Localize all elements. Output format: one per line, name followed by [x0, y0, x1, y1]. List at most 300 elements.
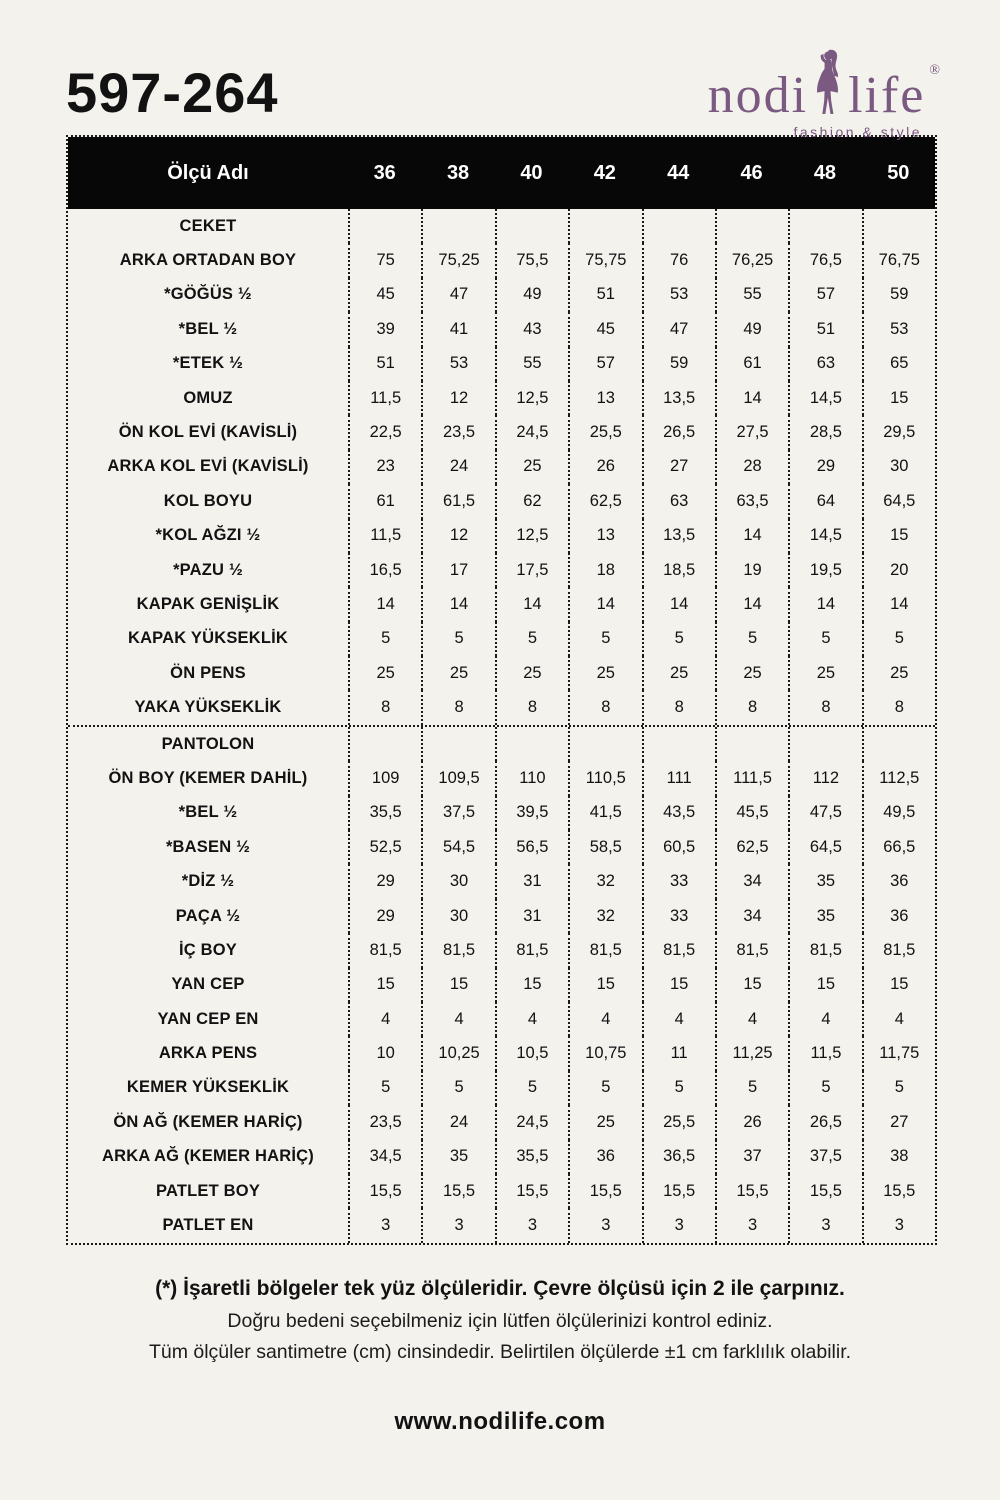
size-column-header: 50	[887, 161, 910, 184]
measurement-value: 10,25	[421, 1036, 494, 1070]
measurement-value: 28	[715, 450, 788, 484]
measurement-value	[788, 209, 861, 243]
measurement-value: 109	[348, 761, 421, 795]
measurement-value: 34	[715, 899, 788, 933]
measurement-value: 30	[421, 899, 494, 933]
measurement-value: 10,5	[495, 1036, 568, 1070]
measurement-value: 49,5	[862, 796, 935, 830]
measurement-value: 30	[421, 864, 494, 898]
measurement-value: 32	[568, 864, 641, 898]
measurement-value: 17	[421, 553, 494, 587]
measurement-value: 25	[568, 1105, 641, 1139]
measurement-value	[862, 727, 935, 761]
section-title: CEKET	[179, 216, 237, 235]
measurement-value: 5	[642, 1071, 715, 1105]
footnotes	[0, 1277, 1000, 1364]
measurement-value: 5	[421, 622, 494, 656]
brand-word-right: life	[848, 67, 926, 125]
product-code: 597-264	[66, 61, 279, 124]
measurement-value: 36	[862, 899, 935, 933]
measurement-value: 25,5	[568, 415, 641, 449]
table-row	[68, 690, 935, 724]
row-label: *BEL ½	[178, 803, 238, 822]
measurement-value: 43,5	[642, 796, 715, 830]
measurement-value: 12,5	[495, 381, 568, 415]
measurement-value: 15,5	[495, 1174, 568, 1208]
table-row	[68, 830, 935, 864]
measurement-value: 37,5	[788, 1140, 861, 1174]
measurement-value	[568, 209, 641, 243]
measurement-value: 16,5	[348, 553, 421, 587]
measurement-value: 3	[715, 1208, 788, 1242]
measurement-value: 55	[495, 347, 568, 381]
measurement-value: 63	[788, 347, 861, 381]
table-row	[68, 1174, 935, 1208]
measurement-value: 66,5	[862, 830, 935, 864]
measurement-value: 5	[642, 622, 715, 656]
size-column-header: 40	[520, 161, 543, 184]
measurement-value: 8	[421, 690, 494, 724]
measurement-value: 28,5	[788, 415, 861, 449]
table-row	[68, 622, 935, 656]
measurement-value: 81,5	[421, 933, 494, 967]
measurement-value: 35	[421, 1140, 494, 1174]
size-column-header: 46	[740, 161, 763, 184]
row-label: YAN CEP	[171, 975, 245, 994]
section-title-row	[68, 727, 935, 761]
measurement-value: 53	[421, 347, 494, 381]
measurement-value: 3	[862, 1208, 935, 1242]
measurement-value: 36	[568, 1140, 641, 1174]
row-label: ARKA AĞ (KEMER HARİÇ)	[102, 1147, 314, 1166]
measurement-value	[348, 727, 421, 761]
measurement-value: 81,5	[862, 933, 935, 967]
measurement-value: 112	[788, 761, 861, 795]
measurement-value: 12,5	[495, 519, 568, 553]
table-header	[68, 137, 935, 209]
measurement-value: 37,5	[421, 796, 494, 830]
measurement-value: 81,5	[715, 933, 788, 967]
measurement-value: 5	[568, 622, 641, 656]
footnote-cm-tolerance: Tüm ölçüler santimetre (cm) cinsindedir. Belirtilen ölçülerde ±1 cm farklılık olabilir.	[148, 1340, 852, 1363]
measurement-value: 5	[862, 1071, 935, 1105]
measurement-value: 25	[642, 656, 715, 690]
measurement-value: 19	[715, 553, 788, 587]
measurement-value: 65	[862, 347, 935, 381]
measurement-value: 15	[862, 519, 935, 553]
measurement-value: 51	[348, 347, 421, 381]
measurement-value: 23,5	[421, 415, 494, 449]
measurement-value: 56,5	[495, 830, 568, 864]
measurement-value: 4	[715, 1002, 788, 1036]
table-row	[68, 312, 935, 346]
size-table	[66, 135, 937, 1245]
measurement-value: 8	[862, 690, 935, 724]
measurement-value: 5	[862, 622, 935, 656]
measurement-value: 3	[568, 1208, 641, 1242]
measurement-value: 15,5	[568, 1174, 641, 1208]
measurement-value	[715, 727, 788, 761]
measurement-value: 26	[568, 450, 641, 484]
measurement-value: 19,5	[788, 553, 861, 587]
measurement-value: 35	[788, 899, 861, 933]
table-row	[68, 381, 935, 415]
measurement-value: 58,5	[568, 830, 641, 864]
measurement-value: 14	[788, 587, 861, 621]
measurement-value	[421, 727, 494, 761]
measurement-value: 15,5	[348, 1174, 421, 1208]
measurement-value	[568, 727, 641, 761]
measurement-value: 14	[715, 519, 788, 553]
measurement-value: 11,5	[348, 381, 421, 415]
table-row	[68, 899, 935, 933]
measurement-value: 26	[715, 1105, 788, 1139]
measurement-value: 22,5	[348, 415, 421, 449]
brand-word-left: nodi	[707, 67, 809, 125]
table-row	[68, 1140, 935, 1174]
measurement-value: 75,75	[568, 243, 641, 277]
measurement-value: 15	[715, 968, 788, 1002]
measurement-value: 36,5	[642, 1140, 715, 1174]
measurement-value: 33	[642, 864, 715, 898]
measurement-value: 3	[348, 1208, 421, 1242]
table-row	[68, 1002, 935, 1036]
measurement-value: 30	[862, 450, 935, 484]
table-row	[68, 519, 935, 553]
table-row	[68, 1105, 935, 1139]
measurement-value: 35,5	[348, 796, 421, 830]
measurement-value: 12	[421, 381, 494, 415]
table-row	[68, 656, 935, 690]
measurement-value: 23,5	[348, 1105, 421, 1139]
measurement-value: 25	[715, 656, 788, 690]
table-row	[68, 553, 935, 587]
measurement-value: 15	[348, 968, 421, 1002]
measurement-value: 15	[568, 968, 641, 1002]
measurement-value	[495, 727, 568, 761]
measurement-value: 26,5	[788, 1105, 861, 1139]
measurement-value: 39	[348, 312, 421, 346]
row-label: ARKA ORTADAN BOY	[119, 251, 297, 270]
measurement-value: 14	[862, 587, 935, 621]
measurement-value: 8	[788, 690, 861, 724]
measurement-value: 81,5	[788, 933, 861, 967]
measurement-value: 75,25	[421, 243, 494, 277]
measurement-value: 51	[788, 312, 861, 346]
measurement-value: 14	[642, 587, 715, 621]
table-body	[68, 209, 935, 1243]
measurement-value: 25	[421, 656, 494, 690]
row-label: ÖN PENS	[170, 663, 246, 682]
row-label: *KOL AĞZI ½	[155, 526, 261, 545]
measurement-value: 8	[348, 690, 421, 724]
measurement-value: 81,5	[348, 933, 421, 967]
measurement-value: 35,5	[495, 1140, 568, 1174]
measurement-value: 41,5	[568, 796, 641, 830]
measurement-value: 25	[348, 656, 421, 690]
measurement-value: 76,75	[862, 243, 935, 277]
table-row	[68, 484, 935, 518]
size-column-header: 44	[667, 161, 690, 184]
size-column-header: 38	[446, 161, 470, 184]
table-row	[68, 278, 935, 312]
table-row	[68, 243, 935, 277]
measurement-value: 61	[715, 347, 788, 381]
measurement-value: 12	[421, 519, 494, 553]
measurement-value: 53	[862, 312, 935, 346]
measurement-value: 18	[568, 553, 641, 587]
measurement-value: 45	[348, 278, 421, 312]
measurement-value: 49	[495, 278, 568, 312]
measurement-value: 76,5	[788, 243, 861, 277]
measurement-value: 5	[495, 622, 568, 656]
measurement-value: 5	[715, 622, 788, 656]
measurement-value: 111	[642, 761, 715, 795]
measurement-value: 57	[568, 347, 641, 381]
measurement-value: 5	[715, 1071, 788, 1105]
measurement-value: 59	[862, 278, 935, 312]
row-label: İÇ BOY	[178, 940, 238, 959]
measurement-value: 10,75	[568, 1036, 641, 1070]
measurement-value: 14,5	[788, 381, 861, 415]
measurement-value	[862, 209, 935, 243]
measurement-value: 61,5	[421, 484, 494, 518]
measurement-value: 11	[642, 1036, 715, 1070]
table-row	[68, 796, 935, 830]
measurement-value: 24	[421, 450, 494, 484]
row-label: *PAZU ½	[173, 560, 243, 579]
row-label: *DİZ ½	[181, 872, 235, 891]
table-row	[68, 450, 935, 484]
measurement-value: 36	[862, 864, 935, 898]
page-header	[0, 0, 1000, 140]
measurement-value: 33	[642, 899, 715, 933]
measurement-value: 15,5	[715, 1174, 788, 1208]
row-label: OMUZ	[183, 388, 233, 407]
row-label: ARKA PENS	[158, 1044, 258, 1063]
row-label: YAN CEP EN	[157, 1009, 259, 1028]
measurement-value: 45,5	[715, 796, 788, 830]
measurement-value: 5	[348, 622, 421, 656]
measurement-value: 5	[495, 1071, 568, 1105]
measurement-value: 8	[715, 690, 788, 724]
row-label: PAÇA ½	[175, 906, 241, 925]
measurement-value: 26,5	[642, 415, 715, 449]
measurement-value: 57	[788, 278, 861, 312]
table-row	[68, 864, 935, 898]
row-label: PATLET EN	[162, 1216, 254, 1235]
row-label: ÖN KOL EVİ (KAVİSLİ)	[118, 423, 298, 442]
table-row	[68, 1036, 935, 1070]
measurement-value: 15	[788, 968, 861, 1002]
measurement-value: 75	[348, 243, 421, 277]
measurement-value: 27	[862, 1105, 935, 1139]
table-row	[68, 761, 935, 795]
measurement-value: 45	[568, 312, 641, 346]
measurement-value: 13,5	[642, 519, 715, 553]
measurement-value: 15	[495, 968, 568, 1002]
measurement-value	[421, 209, 494, 243]
measurement-value: 112,5	[862, 761, 935, 795]
measurement-value: 14	[348, 587, 421, 621]
measurement-value: 3	[788, 1208, 861, 1242]
row-label: KEMER YÜKSEKLİK	[126, 1078, 290, 1097]
measurement-value: 25	[568, 656, 641, 690]
measurement-value: 4	[788, 1002, 861, 1036]
measurement-value: 24,5	[495, 1105, 568, 1139]
measure-name-header: Ölçü Adı	[167, 161, 249, 184]
row-label: KAPAK GENİŞLİK	[136, 594, 280, 613]
measurement-value: 51	[568, 278, 641, 312]
measurement-value: 15,5	[788, 1174, 861, 1208]
measurement-value: 53	[642, 278, 715, 312]
section-title: PANTOLON	[161, 734, 255, 753]
measurement-value: 64	[788, 484, 861, 518]
measurement-value: 61	[348, 484, 421, 518]
measurement-value: 59	[642, 347, 715, 381]
row-label: YAKA YÜKSEKLİK	[134, 698, 282, 717]
measurement-value: 60,5	[642, 830, 715, 864]
measurement-value: 14,5	[788, 519, 861, 553]
measurement-value: 15	[421, 968, 494, 1002]
measurement-value: 11,25	[715, 1036, 788, 1070]
measurement-value: 11,75	[862, 1036, 935, 1070]
measurement-value: 76,25	[715, 243, 788, 277]
measurement-value: 75,5	[495, 243, 568, 277]
table-row	[68, 1208, 935, 1242]
measurement-value: 4	[862, 1002, 935, 1036]
measurement-value: 63	[642, 484, 715, 518]
measurement-value: 81,5	[642, 933, 715, 967]
measurement-value: 25	[495, 656, 568, 690]
measurement-value: 8	[642, 690, 715, 724]
measurement-value: 47	[421, 278, 494, 312]
measurement-value: 110	[495, 761, 568, 795]
measurement-value: 62,5	[715, 830, 788, 864]
measurement-value: 15,5	[421, 1174, 494, 1208]
measurement-value: 8	[495, 690, 568, 724]
table-row	[68, 1071, 935, 1105]
row-label: ÖN AĞ (KEMER HARİÇ)	[113, 1112, 303, 1131]
measurement-value: 27,5	[715, 415, 788, 449]
measurement-value: 29	[348, 899, 421, 933]
measurement-value: 5	[568, 1071, 641, 1105]
measurement-value: 15,5	[862, 1174, 935, 1208]
measurement-value: 110,5	[568, 761, 641, 795]
brand-logo	[708, 44, 940, 140]
registered-mark-icon: ®	[929, 63, 940, 78]
measurement-value	[495, 209, 568, 243]
table-section	[68, 209, 935, 725]
measurement-value: 37	[715, 1140, 788, 1174]
size-column-header: 42	[593, 161, 616, 184]
measurement-value: 55	[715, 278, 788, 312]
brand-tagline: fashion & style	[793, 124, 922, 140]
measurement-value: 5	[348, 1071, 421, 1105]
measurement-value: 20	[862, 553, 935, 587]
table-row	[68, 347, 935, 381]
measurement-value: 52,5	[348, 830, 421, 864]
table-row	[68, 415, 935, 449]
measurement-value: 39,5	[495, 796, 568, 830]
measurement-value: 25,5	[642, 1105, 715, 1139]
measurement-value	[715, 209, 788, 243]
measurement-value: 109,5	[421, 761, 494, 795]
measurement-value: 13	[568, 381, 641, 415]
brand-wordmark	[707, 44, 940, 125]
row-label: PATLET BOY	[155, 1181, 261, 1200]
row-label: *ETEK ½	[172, 354, 244, 373]
size-column-header: 36	[373, 161, 396, 184]
measurement-value: 81,5	[568, 933, 641, 967]
measurement-value: 14	[495, 587, 568, 621]
measurement-value: 41	[421, 312, 494, 346]
measurement-value: 24	[421, 1105, 494, 1139]
measurement-value: 25	[495, 450, 568, 484]
measurement-value: 54,5	[421, 830, 494, 864]
measurement-value: 38	[862, 1140, 935, 1174]
measurement-value: 4	[495, 1002, 568, 1036]
measurement-value: 29	[788, 450, 861, 484]
measurement-value: 5	[788, 622, 861, 656]
measurement-value: 64,5	[862, 484, 935, 518]
measurement-value: 11,5	[348, 519, 421, 553]
measurement-value: 13	[568, 519, 641, 553]
measurement-value: 3	[642, 1208, 715, 1242]
measurement-value: 47,5	[788, 796, 861, 830]
measurement-value: 29	[348, 864, 421, 898]
measurement-value: 25	[788, 656, 861, 690]
row-label: *BASEN ½	[165, 837, 251, 856]
row-label: ARKA KOL EVİ (KAVİSLİ)	[107, 457, 309, 476]
measurement-value: 23	[348, 450, 421, 484]
measurement-value: 8	[568, 690, 641, 724]
measurement-value: 64,5	[788, 830, 861, 864]
section-title-row	[68, 209, 935, 243]
footnote-asterisk: (*) İşaretli bölgeler tek yüz ölçüleridir. Çevre ölçüsü için 2 ile çarpınız.	[155, 1276, 845, 1300]
row-label: KOL BOYU	[163, 491, 253, 510]
measurement-value: 47	[642, 312, 715, 346]
measurement-value: 62	[495, 484, 568, 518]
table-row	[68, 933, 935, 967]
measurement-value: 15	[862, 968, 935, 1002]
measurement-value: 15,5	[642, 1174, 715, 1208]
measurement-value: 24,5	[495, 415, 568, 449]
table-section	[68, 725, 935, 1243]
measurement-value: 4	[642, 1002, 715, 1036]
measurement-value	[788, 727, 861, 761]
measurement-value: 15	[862, 381, 935, 415]
measurement-value: 34	[715, 864, 788, 898]
measurement-value: 11,5	[788, 1036, 861, 1070]
measurement-value	[642, 209, 715, 243]
measurement-value: 17,5	[495, 553, 568, 587]
measurement-value: 43	[495, 312, 568, 346]
measurement-value: 13,5	[642, 381, 715, 415]
measurement-value: 14	[715, 381, 788, 415]
row-label: *BEL ½	[178, 319, 238, 338]
measurement-value: 62,5	[568, 484, 641, 518]
measurement-value: 29,5	[862, 415, 935, 449]
measurement-value	[642, 727, 715, 761]
measurement-value: 111,5	[715, 761, 788, 795]
measurement-value: 81,5	[495, 933, 568, 967]
measurement-value: 4	[421, 1002, 494, 1036]
website-url: www.nodilife.com	[394, 1407, 606, 1435]
measurement-value: 18,5	[642, 553, 715, 587]
measurement-value: 32	[568, 899, 641, 933]
measurement-value: 4	[568, 1002, 641, 1036]
